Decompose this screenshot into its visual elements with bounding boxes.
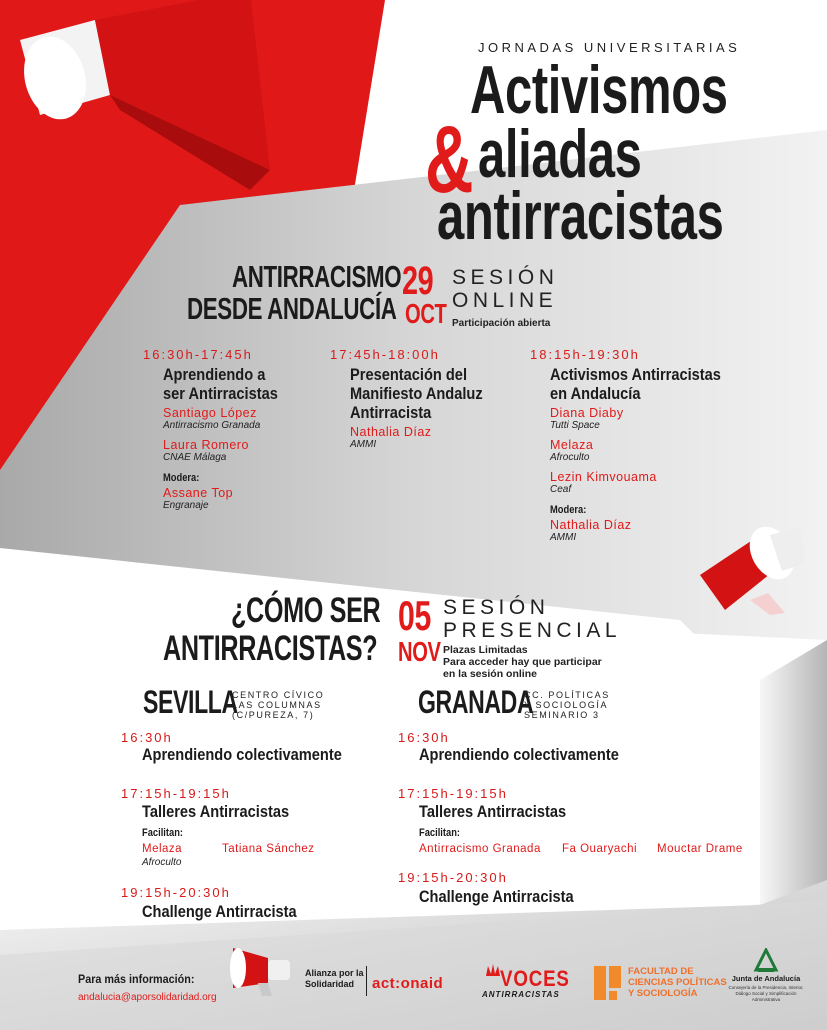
sevilla-fac-1-org: Afroculto (142, 857, 182, 868)
moderator-name: Nathalia Díaz (550, 518, 632, 532)
speaker-name: Santiago López (163, 406, 257, 420)
slot-3 (530, 347, 749, 543)
session1-note: Participación abierta (452, 318, 551, 329)
session2-mode-2: PRESENCIAL (443, 619, 622, 642)
slot-1-title-2: ser Antirracistas (163, 384, 278, 403)
speaker-org: CNAE Málaga (163, 452, 227, 463)
sevilla-time-3: 19:15h-20:30h (121, 885, 231, 900)
sevilla-city: SEVILLA (143, 684, 238, 720)
title-ampersand: & (425, 106, 474, 213)
speaker-org: Afroculto (550, 452, 590, 463)
facultad-line-3: Y SOCIOLOGÍA (628, 988, 698, 999)
session2-title-2: ANTIRRACISTAS? (163, 629, 378, 668)
sevilla-fac-label: Facilitan: (142, 827, 184, 839)
speaker-name: Nathalia Díaz (350, 425, 432, 439)
kicker: JORNADAS UNIVERSITARIAS (478, 40, 741, 55)
moderator-org: Engranaje (163, 500, 209, 511)
granada-fac-2: Fa Ouaryachi (562, 843, 638, 855)
moderator-label: Modera: (550, 504, 587, 516)
title-line-1: Activismos (470, 52, 728, 128)
facultad-logo-icon (594, 966, 622, 1000)
session1-month: OCT (405, 298, 447, 329)
session1-title-2: DESDE ANDALUCÍA (187, 291, 397, 326)
session2-note-1: Plazas Limitadas (443, 644, 528, 656)
junta-subtext: Consejería de la Presidencia, Interior, Diálogo Social y Simplificación Administrativa (728, 985, 804, 1002)
actionaid-logo: act:onaid (372, 975, 444, 992)
slot-1 (143, 347, 297, 511)
speaker-org: Ceaf (550, 484, 572, 495)
session1-mode-1: SESIÓN (452, 266, 559, 289)
speaker-org: AMMI (350, 439, 377, 450)
granada-time-1: 16:30h (398, 730, 450, 745)
sevilla-time-2: 17:15h-19:15h (121, 786, 231, 801)
granada-slot-1: Aprendiendo colectivamente (419, 745, 619, 764)
moderator-org: AMMI (550, 532, 577, 543)
info-label: Para más información: (78, 972, 195, 986)
slot-2-title-1: Presentación del (350, 365, 468, 384)
logo-divider (366, 966, 367, 996)
session2-day: 05 (398, 592, 431, 639)
granada-fac-1: Antirracismo Granada (419, 843, 541, 855)
sevilla-venue-1: CENTRO CÍVICO (232, 690, 325, 700)
speaker-org: Tutti Space (550, 420, 600, 431)
session1-day: 29 (402, 259, 434, 303)
granada-slot-3: Challenge Antirracista (419, 887, 574, 906)
title-line-2: aliadas (478, 116, 642, 192)
slot-2 (330, 347, 504, 450)
slot-1-title-1: Aprendiendo a (163, 365, 266, 384)
granada-fac-label: Facilitan: (419, 827, 461, 839)
voces-subtext: ANTIRRACISTAS (482, 990, 560, 999)
sevilla-fac-1: Melaza (142, 843, 183, 855)
sevilla-slot-3: Challenge Antirracista (142, 902, 297, 921)
sevilla-fac-2: Tatiana Sánchez (222, 843, 315, 855)
granada-venue-1: CC. POLÍTICAS (524, 690, 610, 700)
speaker-org: Antirracismo Granada (163, 420, 261, 431)
megaphone-top-icon (0, 0, 300, 200)
alianza-logo (305, 968, 364, 990)
granada-slot-2: Talleres Antirracistas (419, 802, 567, 821)
megaphone-bottom-icon (228, 938, 298, 998)
slot-2-time: 17:45h-18:00h (330, 347, 440, 362)
granada-venue-2: Y SOCIOLOGÍA (524, 700, 609, 710)
alianza-line-2: Solidaridad (305, 979, 355, 989)
granada-venue (524, 690, 610, 720)
granada-fac-3: Mouctar Drame (657, 843, 743, 855)
slot-2-title-3: Antirracista (350, 403, 432, 422)
session2-note-3: en la sesión online (443, 668, 537, 680)
moderator-label: Modera: (163, 472, 200, 484)
alianza-line-1: Alianza por la (305, 968, 364, 978)
speaker-name: Melaza (550, 438, 594, 452)
session2-mode-1: SESIÓN (443, 596, 550, 619)
speaker-name: Laura Romero (163, 438, 249, 452)
junta-logo-icon (742, 948, 790, 974)
sevilla-venue-2: LAS COLUMNAS (232, 700, 322, 710)
junta-name: Junta de Andalucía (731, 974, 801, 983)
sevilla-venue-3: (C/PUREZA, 7) (232, 710, 315, 720)
voces-text: VOCES (500, 966, 570, 991)
session2-title-1: ¿CÓMO SER (231, 591, 381, 630)
sevilla-venue (232, 690, 324, 720)
facultad-logo (628, 966, 727, 999)
slot-3-time: 18:15h-19:30h (530, 347, 640, 362)
sevilla-slot-2: Talleres Antirracistas (142, 802, 290, 821)
slot-3-title-1: Activismos Antirracistas (550, 365, 721, 384)
session1-mode-2: ONLINE (452, 289, 558, 312)
facultad-line-1: FACULTAD DE (628, 966, 694, 977)
granada-venue-3: SEMINARIO 3 (524, 710, 600, 720)
title-line-3: antirracistas (437, 178, 724, 254)
session2-note-2: Para acceder hay que participar (443, 656, 602, 668)
session1-title-1: ANTIRRACISMO (232, 259, 402, 294)
contact-email-link[interactable]: andalucia@aporsolidaridad.org (78, 992, 217, 1003)
granada-time-2: 17:15h-19:15h (398, 786, 508, 801)
session2-month: NOV (398, 636, 441, 667)
slot-3-title-2: en Andalucía (550, 384, 641, 403)
slot-2-title-2: Manifiesto Andaluz (350, 384, 483, 403)
facultad-line-2: CIENCIAS POLÍTICAS (628, 977, 727, 988)
granada-time-3: 19:15h-20:30h (398, 870, 508, 885)
sevilla-time-1: 16:30h (121, 730, 173, 745)
speaker-name: Diana Diaby (550, 406, 624, 420)
slot-1-time: 16:30h-17:45h (143, 347, 253, 362)
sevilla-slot-1: Aprendiendo colectivamente (142, 745, 342, 764)
speaker-name: Lezin Kimvouama (550, 470, 657, 484)
granada-city: GRANADA (418, 684, 534, 720)
session2-notes (443, 644, 602, 680)
moderator-name: Assane Top (163, 486, 234, 500)
